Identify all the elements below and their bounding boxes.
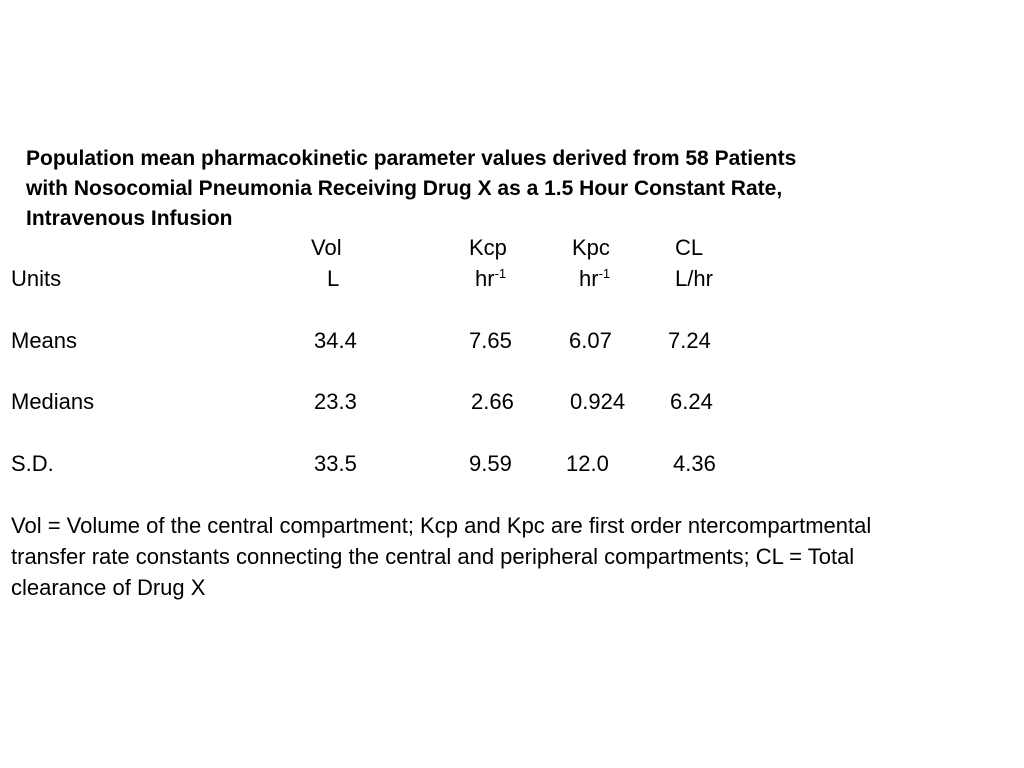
units-vol: L bbox=[327, 266, 340, 291]
title-line-1: Population mean pharmacokinetic parameter values derived from 58 Patients bbox=[26, 147, 797, 170]
title-line-2: with Nosocomial Pneumonia Receiving Drug X as a 1.5 Hour Constant Rate, bbox=[26, 177, 783, 200]
medians-cl: 6.24 bbox=[670, 389, 713, 414]
medians-kpc: 0.924 bbox=[570, 389, 626, 414]
header-cl: CL bbox=[675, 235, 704, 260]
means-kpc: 6.07 bbox=[569, 328, 612, 353]
row-label-medians: Medians bbox=[11, 389, 95, 414]
header-vol: Vol bbox=[311, 235, 342, 260]
medians-kcp: 2.66 bbox=[471, 389, 514, 414]
sd-cl: 4.36 bbox=[673, 451, 716, 476]
row-label-means: Means bbox=[11, 328, 78, 353]
row-label-units: Units bbox=[11, 266, 62, 291]
medians-vol: 23.3 bbox=[314, 389, 357, 414]
footnote-line-3: clearance of Drug X bbox=[11, 575, 206, 600]
means-vol: 34.4 bbox=[314, 328, 357, 353]
footnote-line-1: Vol = Volume of the central compartment; Kcp and Kpc are first order ntercompartmental bbox=[11, 513, 872, 538]
means-cl: 7.24 bbox=[668, 328, 711, 353]
units-cl: L/hr bbox=[675, 266, 713, 291]
footnote-line-2: transfer rate constants connecting the central and peripheral compartments; CL = Total bbox=[11, 544, 855, 569]
units-kpc: $hr^{-1}$ bbox=[579, 266, 611, 291]
row-label-sd: S.D. bbox=[11, 451, 54, 476]
title-line-3: Intravenous Infusion bbox=[26, 207, 233, 230]
header-kpc: Kpc bbox=[572, 235, 610, 260]
header-kcp: Kcp bbox=[469, 235, 507, 260]
footnote bbox=[11, 510, 1016, 603]
page-title bbox=[26, 144, 986, 234]
sd-kcp: 9.59 bbox=[469, 451, 512, 476]
sd-vol: 33.5 bbox=[314, 451, 357, 476]
means-kcp: 7.65 bbox=[469, 328, 512, 353]
sd-kpc: 12.0 bbox=[566, 451, 609, 476]
units-kcp: $hr^{-1}$ bbox=[475, 266, 507, 291]
